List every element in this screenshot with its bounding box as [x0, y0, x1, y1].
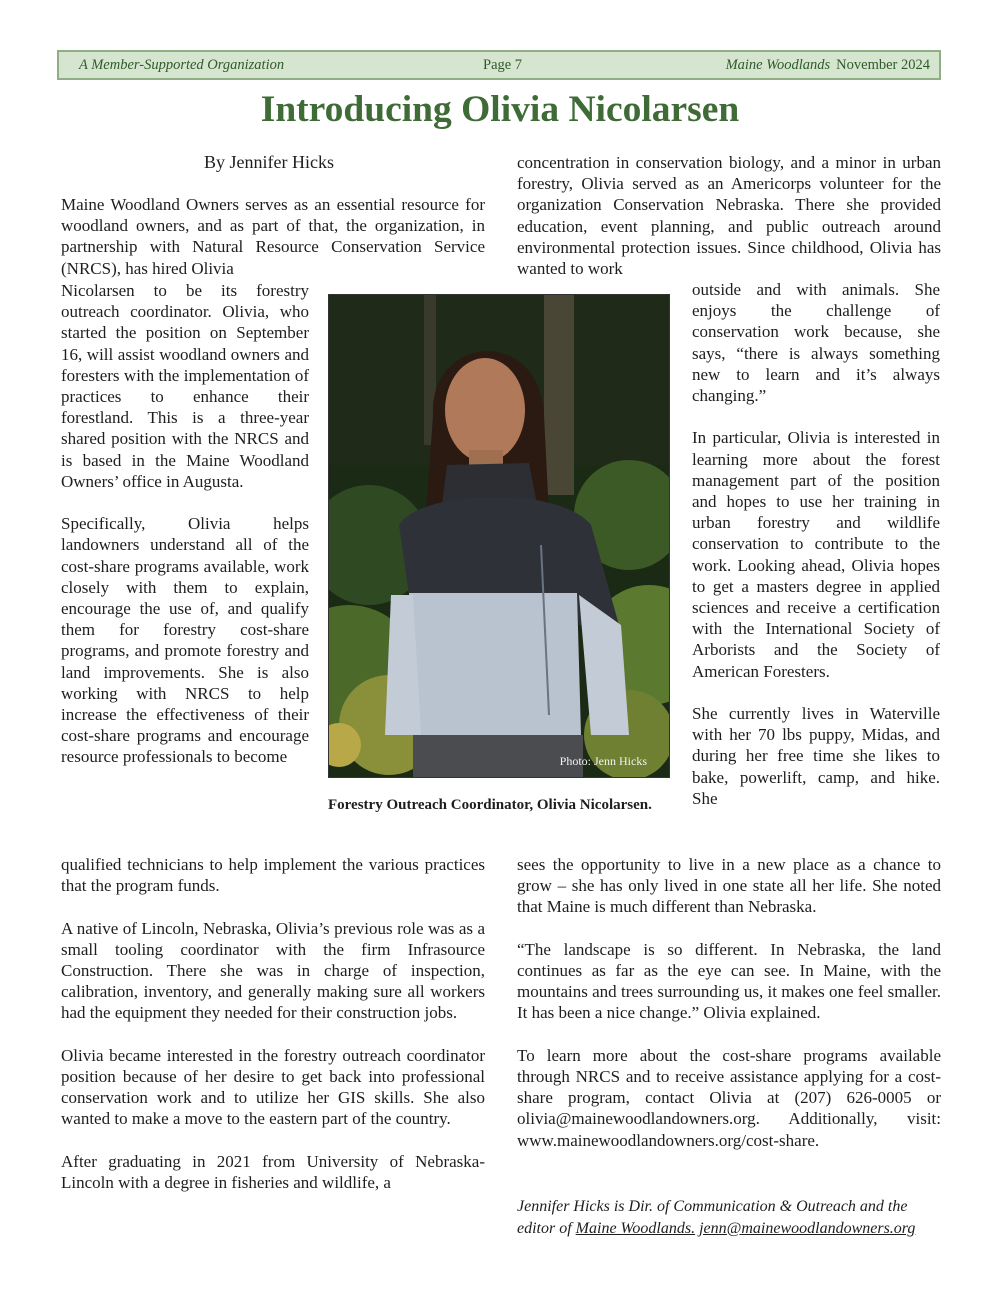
portrait-illustration [329, 295, 669, 777]
publication-name: Maine Woodlands. [575, 1219, 696, 1237]
paragraph: Olivia became interested in the forestry outreach coordinator position because of her desire to get back into professional conservation work and to utilize her GIS skills. She also wanted to make a move to the eastern part of the country. [61, 1045, 485, 1129]
paragraph: qualified technicians to help implement the various practices that the program funds. [61, 855, 485, 896]
column-1-lower-text [61, 854, 485, 1193]
header-organization-tagline: A Member-Supported Organization [79, 57, 285, 73]
header-publication-name: Maine Woodlands [725, 57, 831, 73]
column-2-lower-text [517, 854, 941, 1151]
paragraph: Specifically, Olivia helps landowners understand all of the cost-share programs available, work closely with them to explain, encourage the use of, and qualify them for forestry cost-share programs, and promote forestry and land improvements. She is also working with NRCS to help increase the effectiveness of their cost-share programs and encourage resource professionals to become [61, 514, 309, 767]
paragraph: “The landscape is so different. In Nebraska, the land continues as far as the eye can see. In Maine, with the mountains and trees surrounding us, it makes one feel smaller. It has been a nice change.” Olivia explained. [517, 939, 941, 1023]
paragraph: Nicolarsen to be its forestry outreach coordinator. Olivia, who started the position on September 16, will assist woodland owners and foresters with the implementation of practices to enhance their forestland. This is a three-year shared position with the NRCS and is based in the Maine Woodland Owners’ office in Augusta. [61, 281, 309, 491]
photo-credit: Photo: Jenn Hicks [559, 754, 647, 768]
portrait-photo [328, 294, 670, 778]
column-2-intro [517, 152, 941, 279]
column-2-wrapped-text [692, 279, 940, 809]
column-1-intro [61, 194, 485, 279]
column-1-wrapped-text [61, 280, 309, 768]
article-title: Introducing Olivia Nicolarsen [260, 89, 740, 130]
paragraph: After graduating in 2021 from University of Nebraska-Lincoln with a degree in fisheries and wildlife, a [61, 1151, 485, 1192]
article-byline: By Jennifer Hicks [204, 152, 334, 172]
author-bio [517, 1196, 947, 1239]
paragraph: concentration in conservation biology, and a minor in urban forestry, Olivia served as an Americorps volunteer for the organization Conservation Nebraska. There she provided education, event planning, and public outreach around environmental protection issues. Since childhood, Olivia has wanted to work [517, 153, 941, 279]
paragraph: To learn more about the cost-share programs available through NRCS and to receive assistance applying for a cost-share program, contact Olivia at (207) 626-0005 or olivia@mainewoodlandowners.org. Additionally, visit: www.mainewoodlandowners.org/cost-share. [517, 1045, 941, 1150]
paragraph: A native of Lincoln, Nebraska, Olivia’s previous role was as a small tooling coordinator with the firm Infrasource Construction. There she was in charge of inspection, calibration, inventory, and generally making sure all workers had the equipment they needed for their construction jobs. [61, 918, 485, 1023]
paragraph: She currently lives in Waterville with her 70 lbs puppy, Midas, and during her free time she likes to bake, powerlift, camp, and hike. She [692, 704, 940, 808]
header-issue [726, 57, 930, 74]
page-header-bar [57, 50, 941, 80]
paragraph: sees the opportunity to live in a new place as a chance to grow – she has only lived in one state all her life. She noted that Maine is much different than Nebraska. [517, 855, 941, 917]
paragraph: outside and with animals. She enjoys the challenge of conservation work because, she says, “there is always something new to learn and it’s always changing.” [692, 280, 940, 406]
header-page-number: Page 7 [483, 57, 523, 73]
author-bio-text: Jennifer Hicks is Dir. of Communication & Outreach and the editor of [517, 1198, 908, 1237]
header-issue-date: November 2024 [836, 57, 930, 73]
paragraph: Maine Woodland Owners serves as an essential resource for woodland owners, and as part of that, the organization, in partnership with Natural Resource Conservation Service (NRCS), has hired Olivia [61, 195, 485, 278]
photo-caption: Forestry Outreach Coordinator, Olivia Nicolarsen. [328, 797, 652, 813]
author-email-link[interactable]: jenn@mainewoodlandowners.org [699, 1219, 916, 1237]
paragraph: In particular, Olivia is interested in learning more about the forest management part of the position and hopes to use her training in urban forestry and wildlife conservation to contribute to the work. Looking ahead, Olivia hopes to get a masters degree in applied sciences and receive a certification with the International Society of Arborists and the Society of American Foresters. [692, 428, 940, 681]
